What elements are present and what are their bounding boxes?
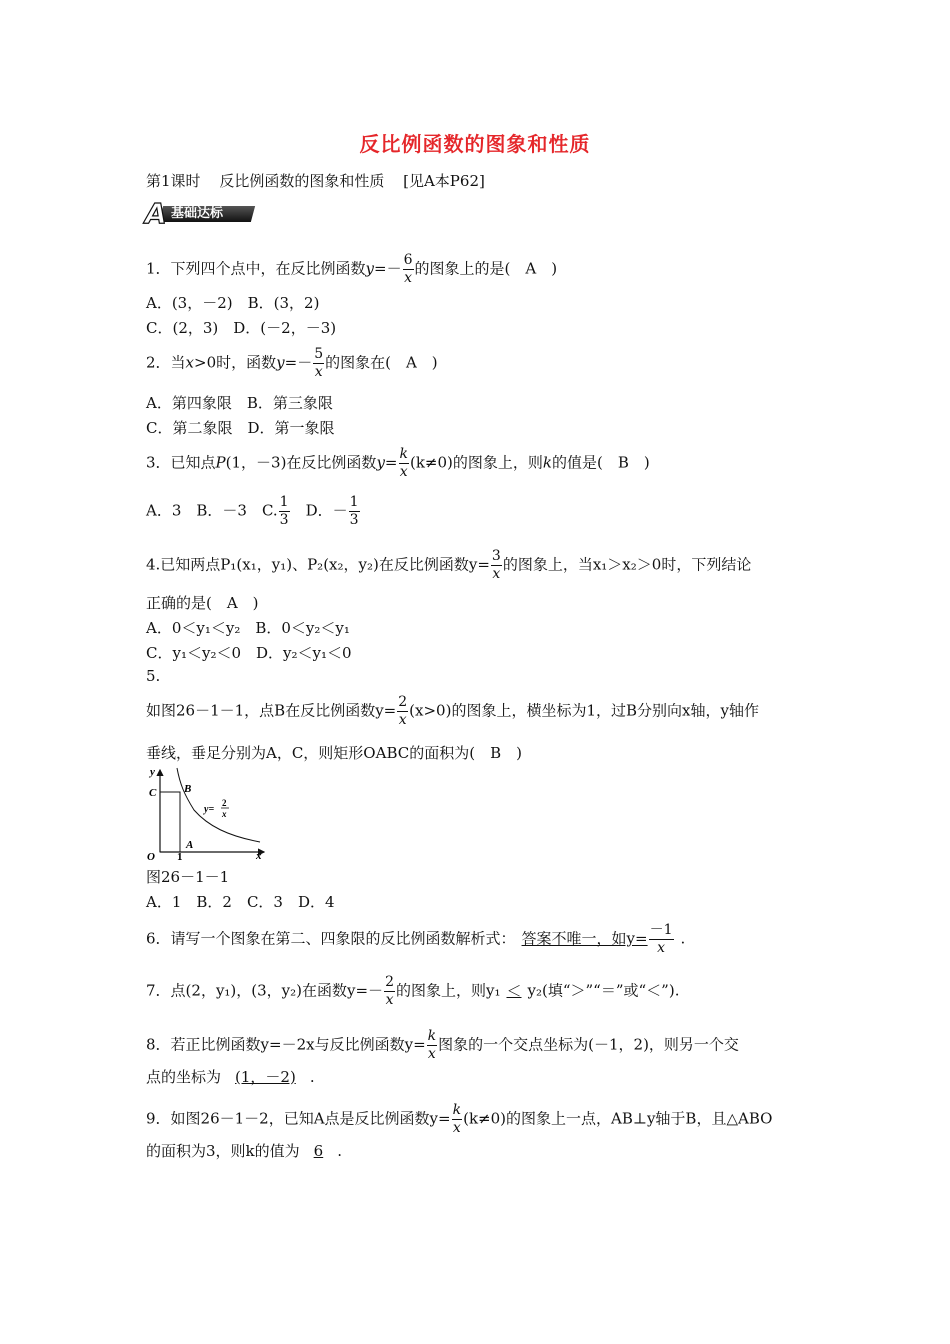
label-c: C [149,787,157,799]
label-func-den: x [222,809,227,819]
q2-frac-num: 5 [314,346,324,362]
q8-tail: . [309,1068,315,1086]
q4-fraction [491,548,502,583]
q3-opt-d-num: 1 [349,494,359,510]
q7-stem-c: y₂(填“＞”“＝”或“＜”). [527,981,680,1000]
q1-eq: =－ [374,259,402,278]
q6-answer [516,922,681,957]
question-8-stem [146,1028,739,1063]
q7-answer: ＜ [506,981,522,1000]
q7-stem-a: 7．点(2，y₁)，(3，y₂)在函数y=－ [146,981,384,1000]
q2-frac-den: x [314,364,323,380]
q8-frac-num: k [427,1028,437,1044]
question-3-stem [146,446,650,481]
question-8-stem-c [146,1066,315,1087]
label-o: O [147,851,155,862]
q8-stem-a: 8．若正比例函数y=－2x与反比例函数y= [146,1035,426,1054]
question-7-stem [146,974,679,1009]
q8-fraction [427,1028,437,1063]
q9-stem-c: 的面积为3，则k的值为 [146,1142,300,1160]
question-3-options [146,494,361,529]
q3-p: P [215,453,226,472]
q8-frac-den: x [427,1046,436,1062]
question-1-stem [146,252,557,287]
q3-coords: (1，－3)在反比例函数 [225,453,377,472]
question-1-options-cd: C．(2，3) D．(－2，－3) [146,319,337,337]
q9-fraction [452,1102,462,1137]
question-2-stem [146,346,438,381]
figure-26-1-1 [146,766,272,862]
figure-caption: 图26－1－1 [146,868,230,886]
lesson-number: 第1课时 [146,172,201,190]
question-5-number: 5. [146,667,161,685]
q3-opt-c-fraction [279,494,290,529]
q1-frac-den: x [404,270,413,286]
question-4-stem [146,548,751,583]
q5-stem-b: (x>0)的图象上，横坐标为1，过B分别向x轴，y轴作 [409,701,759,720]
q6-frac-num: －1 [649,922,673,938]
question-4-options-cd: C．y₁＜y₂＜0 D．y₂＜y₁＜0 [146,644,352,662]
q1-stem-a: 1．下列四个点中，在反比例函数 [146,259,366,278]
question-4-stem-c: 正确的是( A ) [146,594,259,612]
q9-tail: . [337,1142,342,1160]
question-9-stem [146,1102,772,1137]
badge-text: 基础达标 [171,206,224,221]
q5-frac-den: x [398,712,407,728]
page-title: 反比例函数的图象和性质 [359,132,591,156]
q6-answer-text: 答案不唯一，如y= [521,929,648,948]
q3-opt-d: D．－ [290,501,348,520]
q5-frac-num: 2 [398,694,408,710]
label-b: B [184,783,192,795]
q4-frac-den: x [492,566,501,582]
q6-tail: . [680,929,686,948]
q9-frac-num: k [452,1102,462,1118]
q5-stem-a: 如图26－1－1，点B在反比例函数y= [146,701,397,720]
label-a: A [186,839,194,851]
question-2-options-cd: C．第二象限 D．第一象限 [146,419,335,437]
question-1-options-ab: A．(3，－2) B．(3，2) [146,294,320,312]
lesson-topic: 反比例函数的图象和性质 [219,172,385,190]
question-5-options: A．1 B．2 C．3 D．4 [146,893,335,911]
question-4-options-ab: A．0＜y₁＜y₂ B．0＜y₂＜y₁ [146,619,350,637]
q1-fraction [403,252,414,287]
q7-frac-num: 2 [385,974,394,990]
q4-stem-a: 4.已知两点P₁(x₁，y₁)、P₂(x₂，y₂)在反比例函数y= [146,555,490,574]
q7-fraction [384,974,395,1009]
q8-stem-c: 点的坐标为 [146,1068,222,1086]
q2-x: x [185,353,195,372]
figure-graph [146,766,272,862]
hyperbola-curve [177,768,260,842]
q3-opt-d-den: 3 [349,512,359,528]
q3-fraction [399,446,409,481]
book-reference: [见A本P62] [403,172,485,190]
q9-frac-den: x [452,1120,461,1136]
q2-y: y [276,353,285,372]
q6-frac-den: x [657,940,665,956]
badge-letter: A [145,197,167,230]
q2-stem-b: 的图象在( A ) [325,353,438,372]
q3-opt-c-num: 1 [279,494,289,510]
q2-cond: >0时，函数 [194,353,277,372]
q1-stem-b: 的图象上的是( A ) [414,259,558,278]
q2-stem-a: 2．当 [146,353,186,372]
question-5-stem [146,694,759,729]
q8-answer: (1，－2) [235,1068,296,1086]
q9-stem-b: (k≠0)的图象上一点，AB⊥y轴于B，且△ABO [463,1109,773,1128]
label-one: 1 [177,851,183,862]
q7-stem-b: 的图象上，则y₁ [395,981,501,1000]
question-6-stem [146,922,685,957]
q6-stem: 6．请写一个图象在第二、四象限的反比例函数解析式： [146,929,516,948]
q3-opt-abc: A．3 B．－3 C. [146,501,278,520]
q3-stem-a: 3．已知点 [146,453,216,472]
q3-stem-b: 的值是( B ) [551,453,650,472]
q1-y: y [365,259,375,278]
question-2-options-ab: A．第四象限 B．第三象限 [146,394,333,412]
label-func-num: 2 [222,798,227,808]
q3-frac-den: x [399,464,408,480]
q3-opt-c-den: 3 [279,512,289,528]
label-x: x [256,850,262,862]
q1-frac-num: 6 [403,252,413,268]
lesson-subtitle [146,170,499,191]
question-5-stem-c: 垂线，垂足分别为A，C，则矩形OABC的面积为( B ) [146,744,522,762]
rectangle-oabc [160,792,180,852]
q9-answer: 6 [313,1142,324,1160]
label-y: y [150,766,155,778]
q8-stem-b: 图象的一个交点坐标为(－1，2)，则另一个交 [438,1035,739,1054]
q6-fraction [649,922,674,957]
q7-frac-den: x [385,992,394,1008]
q3-opt-d-fraction [349,494,360,529]
q5-fraction [397,694,408,729]
q3-cond: (k≠0)的图象上，则 [409,453,543,472]
label-func: y= [204,804,215,815]
q3-k: k [542,453,552,472]
q3-y: y [376,453,385,472]
q3-eq: = [384,453,398,472]
q2-fraction [313,346,324,381]
q2-eq: =－ [284,353,313,372]
question-9-stem-c [146,1140,342,1161]
q9-stem-a: 9．如图26－1－2，已知A点是反比例函数y= [146,1109,451,1128]
q3-frac-num: k [399,446,408,462]
q4-stem-b: 的图象上，当x₁＞x₂＞0时，下列结论 [502,555,752,574]
q4-frac-num: 3 [491,548,501,564]
section-badge [145,197,257,230]
